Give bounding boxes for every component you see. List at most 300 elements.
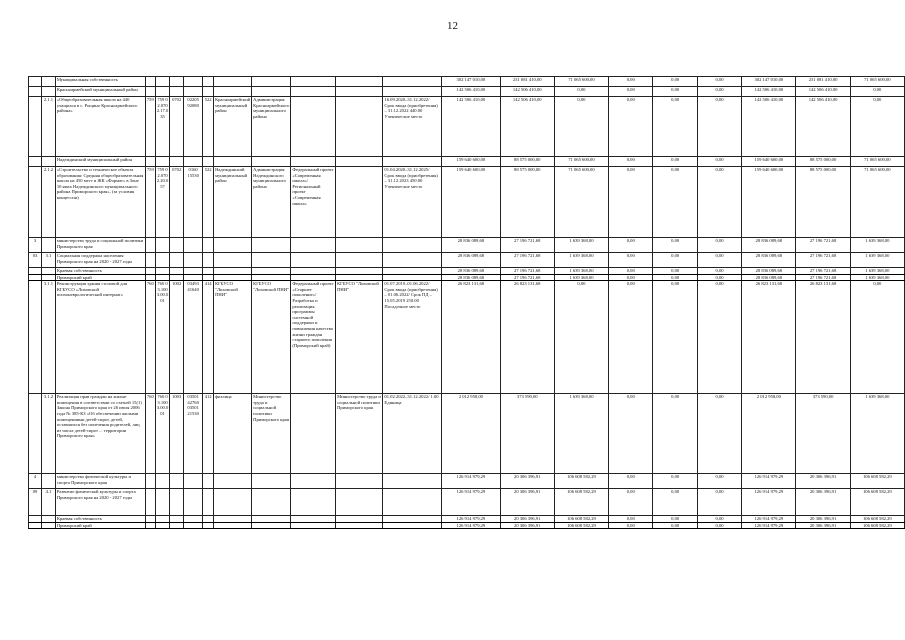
row-customer: Администрация Красноармейского муниципального района	[252, 97, 291, 157]
row-value-9: 71 065 600,00	[850, 157, 904, 167]
row-value-8: 27 196 721,68	[796, 253, 850, 268]
row-value-8: 27 196 721,68	[796, 268, 850, 275]
row-code	[29, 77, 42, 87]
row-organization: КГБУСО "Лиховской ПНИ"	[336, 281, 383, 394]
row-value-5: 0,00	[653, 238, 697, 253]
row-customer	[252, 87, 291, 97]
row-executor	[214, 522, 252, 529]
row-period	[383, 274, 442, 281]
row-value-9: 0,00	[850, 87, 904, 97]
row-vr	[203, 157, 214, 167]
row-period	[383, 253, 442, 268]
row-value-regional: 142 506 410,00	[500, 97, 554, 157]
row-csr	[184, 522, 203, 529]
row-value-6: 0,00	[697, 474, 741, 489]
row-customer	[252, 77, 291, 87]
row-value-6: 0,00	[697, 516, 741, 523]
table-row	[29, 157, 905, 167]
row-vr: 522	[203, 167, 214, 238]
row-period	[383, 474, 442, 489]
row-vr	[203, 522, 214, 529]
row-name: Реконструкция здания столовой для КГБУСО «Лиховской психоневрологический интернат»	[55, 281, 145, 394]
row-pr: 0702	[170, 167, 184, 238]
row-value-9: 1 639 368,00	[850, 394, 904, 474]
row-grbs: 760	[145, 281, 155, 394]
row-value-total: 28 836 089,68	[442, 274, 500, 281]
row-executor	[214, 489, 252, 516]
row-executor	[214, 238, 252, 253]
row-value-5: 0,00	[653, 97, 697, 157]
row-value-regional: 142 506 410,00	[500, 87, 554, 97]
row-value-5: 0,00	[653, 253, 697, 268]
row-program	[291, 474, 336, 489]
row-organization	[336, 238, 383, 253]
row-value-9: 106 608 582,29	[850, 474, 904, 489]
row-name: «Общеобразовательная школа на 440 учащихся в с. Рощино Красноармейского района»	[55, 97, 145, 157]
row-value-5: 0,00	[653, 274, 697, 281]
row-value-7: 28 836 089,68	[742, 268, 796, 275]
row-value-7: 126 914 979,29	[742, 474, 796, 489]
row-value-6: 0,00	[697, 394, 741, 474]
row-csr	[184, 253, 203, 268]
row-code	[29, 268, 42, 275]
row-name: Развитие физической культуры и спорта Приморского края на 2020 - 2027 годы	[55, 489, 145, 516]
row-value-regional: 20 306 396,91	[500, 474, 554, 489]
row-value-total: 28 836 089,68	[442, 238, 500, 253]
row-rz	[155, 87, 169, 97]
row-value-total: 142 506 410,00	[442, 87, 500, 97]
row-vr	[203, 238, 214, 253]
row-value-8: 20 306 396,91	[796, 522, 850, 529]
row-pr	[170, 474, 184, 489]
row-grbs	[145, 516, 155, 523]
row-grbs: 759	[145, 167, 155, 238]
row-value-regional: 26 823 131,68	[500, 281, 554, 394]
row-number	[42, 474, 56, 489]
row-value-5: 0,00	[653, 167, 697, 238]
row-customer	[252, 268, 291, 275]
row-name: Красноармейский муниципальный район	[55, 87, 145, 97]
row-number	[42, 522, 56, 529]
table-row	[29, 253, 905, 268]
row-pr	[170, 157, 184, 167]
row-rz: 760 0 3.100 3.00.0 01	[155, 281, 169, 394]
row-value-4: 0,00	[609, 238, 653, 253]
row-rz	[155, 253, 169, 268]
row-value-8: 27 196 721,68	[796, 274, 850, 281]
row-value-federal: 0,00	[554, 97, 608, 157]
row-value-total: 126 914 979,29	[442, 474, 500, 489]
row-value-total: 28 836 089,68	[442, 253, 500, 268]
row-customer: КГБУСО "Лиховской ПНИ"	[252, 281, 291, 394]
row-value-9: 0,00	[850, 97, 904, 157]
row-rz	[155, 489, 169, 516]
row-value-6: 0,00	[697, 281, 741, 394]
row-name: Социальная поддержка населения Приморского края на 2020 - 2027 годы	[55, 253, 145, 268]
row-value-7: 28 836 089,68	[742, 238, 796, 253]
row-pr	[170, 274, 184, 281]
row-period	[383, 268, 442, 275]
row-period	[383, 157, 442, 167]
row-customer: Администрация Надеждинского муниципального района	[252, 167, 291, 238]
table-row	[29, 167, 905, 238]
row-customer	[252, 489, 291, 516]
row-value-5: 0,00	[653, 87, 697, 97]
row-value-total: 28 836 089,68	[442, 268, 500, 275]
row-executor	[214, 77, 252, 87]
table-row	[29, 474, 905, 489]
row-pr: 0702	[170, 97, 184, 157]
row-pr	[170, 238, 184, 253]
row-value-regional: 27 196 721,68	[500, 274, 554, 281]
row-value-regional: 27 196 721,68	[500, 253, 554, 268]
row-value-federal: 1 639 368,00	[554, 394, 608, 474]
row-organization	[336, 516, 383, 523]
row-value-total: 26 823 131,68	[442, 281, 500, 394]
row-program: Федеральный проект «Современная школа»/Региональный проект «Современная школа»	[291, 167, 336, 238]
row-code: 4	[29, 474, 42, 489]
row-code	[29, 87, 42, 97]
row-code: 03	[29, 253, 42, 268]
row-csr	[184, 77, 203, 87]
row-value-total: 2 012 958,00	[442, 394, 500, 474]
table-row	[29, 489, 905, 516]
row-period	[383, 238, 442, 253]
row-organization	[336, 474, 383, 489]
row-number: 3.1	[42, 253, 56, 268]
row-value-6: 0,00	[697, 238, 741, 253]
row-csr: 03493 41640	[184, 281, 203, 394]
table-row	[29, 87, 905, 97]
row-organization: Министерство труда и социальной политики Приморского края	[336, 394, 383, 474]
row-customer	[252, 474, 291, 489]
row-grbs	[145, 77, 155, 87]
row-rz	[155, 522, 169, 529]
row-organization	[336, 253, 383, 268]
row-value-5: 0,00	[653, 281, 697, 394]
row-executor: физлица	[214, 394, 252, 474]
row-value-total: 126 914 979,29	[442, 516, 500, 523]
row-name: министерство физической культуры и спорта Приморского края	[55, 474, 145, 489]
row-csr	[184, 238, 203, 253]
row-grbs	[145, 238, 155, 253]
row-value-8: 27 196 721,68	[796, 238, 850, 253]
row-name: Краевая собственность	[55, 268, 145, 275]
row-period	[383, 522, 442, 529]
row-pr	[170, 253, 184, 268]
row-value-total: 142 506 410,00	[442, 97, 500, 157]
row-value-total: 159 640 600,00	[442, 167, 500, 238]
row-number	[42, 268, 56, 275]
row-period: 01.04.2020–31.12.2025/ Срок ввода (приобретения) – 31.12.2023 450.00 Ученическое место	[383, 167, 442, 238]
row-program	[291, 238, 336, 253]
row-period	[383, 489, 442, 516]
row-name: Муниципальная собственность	[55, 77, 145, 87]
row-number: 3.1.2	[42, 394, 56, 474]
row-number	[42, 238, 56, 253]
row-vr: 414	[203, 281, 214, 394]
row-code	[29, 522, 42, 529]
row-value-federal: 106 608 582,29	[554, 489, 608, 516]
row-program	[291, 87, 336, 97]
row-csr: 03501 42760 03501 21530	[184, 394, 203, 474]
row-vr	[203, 489, 214, 516]
row-value-7: 28 836 089,68	[742, 274, 796, 281]
row-value-4: 0,00	[609, 253, 653, 268]
row-value-5: 0,00	[653, 268, 697, 275]
row-organization	[336, 522, 383, 529]
row-grbs	[145, 274, 155, 281]
row-name: Приморский край	[55, 522, 145, 529]
budget-table	[28, 76, 905, 529]
row-value-7: 2 012 958,00	[742, 394, 796, 474]
row-number	[42, 274, 56, 281]
table-row	[29, 268, 905, 275]
row-grbs	[145, 87, 155, 97]
row-value-9: 1 639 368,00	[850, 253, 904, 268]
row-vr: 522	[203, 97, 214, 157]
row-csr	[184, 516, 203, 523]
row-value-8: 373 590,00	[796, 394, 850, 474]
row-value-regional: 88 575 000,00	[500, 157, 554, 167]
row-vr	[203, 77, 214, 87]
row-value-regional: 20 306 396,91	[500, 522, 554, 529]
row-value-federal: 71 065 600,00	[554, 167, 608, 238]
row-value-federal: 106 608 582,29	[554, 516, 608, 523]
table-body	[29, 77, 905, 529]
row-value-5: 0,00	[653, 522, 697, 529]
row-grbs: 760	[145, 394, 155, 474]
row-value-regional: 88 575 000,00	[500, 167, 554, 238]
row-name: министерство труда и социальной политики Приморского края	[55, 238, 145, 253]
row-organization	[336, 87, 383, 97]
row-value-6: 0,00	[697, 77, 741, 87]
row-organization	[336, 77, 383, 87]
row-value-9: 0,00	[850, 281, 904, 394]
row-name: Приморский край	[55, 274, 145, 281]
row-number: 2.1.2	[42, 167, 56, 238]
row-vr	[203, 516, 214, 523]
row-number: 4.1	[42, 489, 56, 516]
row-number	[42, 77, 56, 87]
row-grbs	[145, 474, 155, 489]
row-value-regional: 27 196 721,68	[500, 268, 554, 275]
row-value-total: 159 640 600,00	[442, 157, 500, 167]
row-organization	[336, 167, 383, 238]
row-value-regional: 20 306 396,91	[500, 516, 554, 523]
row-rz	[155, 268, 169, 275]
row-organization	[336, 268, 383, 275]
row-name: «Строительство и техническое объекта образования: Средняя общеобразовательная школа на 450 мест в ЖК «Формат» в Зоне 10 ямах Надеждинского муниципального района Приморского края», (за условия концессии)	[55, 167, 145, 238]
row-value-8: 20 306 396,91	[796, 489, 850, 516]
table-row	[29, 238, 905, 253]
row-rz: 759 0 2.070 2.20.0 57	[155, 167, 169, 238]
row-value-5: 0,00	[653, 474, 697, 489]
row-value-7: 302 147 010,00	[742, 77, 796, 87]
row-customer	[252, 238, 291, 253]
row-name: Реализация прав граждан на жилые помещения в соответствии со статьей 15(1) Закона Приморского края от 26 июля 2006 года № 385-КЗ «Об обеспечении жилыми помещениями детей-сирот, детей, оставшихся без попечения родителей, лиц из числа детей-сирот ... территории Приморского края»	[55, 394, 145, 474]
row-value-5: 0,00	[653, 489, 697, 516]
row-customer	[252, 522, 291, 529]
row-value-8: 142 506 410,00	[796, 87, 850, 97]
row-pr: 1003	[170, 394, 184, 474]
row-period: 01.07.2019–01.06.2022/ Срок ввода (приобретения) – 01.06.2022/ Срок ПД – 15.05.2019 250.00 Посадочное место	[383, 281, 442, 394]
row-value-4: 0,00	[609, 87, 653, 97]
row-value-8: 88 575 000,00	[796, 157, 850, 167]
row-value-4: 0,00	[609, 522, 653, 529]
row-executor	[214, 516, 252, 523]
row-executor	[214, 474, 252, 489]
row-program	[291, 516, 336, 523]
row-executor: Надеждинский муниципальный район	[214, 167, 252, 238]
row-customer	[252, 157, 291, 167]
row-rz	[155, 77, 169, 87]
row-code	[29, 157, 42, 167]
row-value-9: 106 608 582,29	[850, 522, 904, 529]
row-value-7: 159 640 600,00	[742, 157, 796, 167]
row-value-9: 71 065 600,00	[850, 167, 904, 238]
row-executor: Красноармейский муниципальный район	[214, 97, 252, 157]
row-value-4: 0,00	[609, 394, 653, 474]
row-program	[291, 157, 336, 167]
row-executor	[214, 274, 252, 281]
row-value-7: 142 506 410,00	[742, 97, 796, 157]
row-value-4: 0,00	[609, 167, 653, 238]
row-grbs: 759	[145, 97, 155, 157]
row-executor	[214, 253, 252, 268]
row-value-federal: 106 608 582,29	[554, 474, 608, 489]
row-executor	[214, 87, 252, 97]
row-program	[291, 394, 336, 474]
row-pr	[170, 87, 184, 97]
row-value-6: 0,00	[697, 167, 741, 238]
table-row	[29, 516, 905, 523]
row-pr	[170, 77, 184, 87]
row-value-total: 126 914 979,29	[442, 489, 500, 516]
row-period	[383, 77, 442, 87]
row-value-federal: 0,00	[554, 281, 608, 394]
row-vr	[203, 474, 214, 489]
row-value-5: 0,00	[653, 157, 697, 167]
row-value-regional: 373 590,00	[500, 394, 554, 474]
row-value-7: 126 914 979,29	[742, 522, 796, 529]
row-program: Федеральный проект «Старшее поколение»/Разработка и реализация программы системной поддержки и повышения качества жизни граждан старшего поколения (Приморский край)	[291, 281, 336, 394]
row-value-7: 159 640 600,00	[742, 167, 796, 238]
row-pr	[170, 489, 184, 516]
row-period	[383, 516, 442, 523]
row-code	[29, 516, 42, 523]
row-csr	[184, 157, 203, 167]
row-value-total: 302 147 010,00	[442, 77, 500, 87]
row-value-6: 0,00	[697, 87, 741, 97]
row-vr: 412	[203, 394, 214, 474]
row-organization	[336, 274, 383, 281]
table-row	[29, 274, 905, 281]
row-value-8: 26 823 131,68	[796, 281, 850, 394]
row-period: 16.09.2020–31.12.2022/ Срок ввода (приобретения) – 31.12.2022 440.00 Ученическое место	[383, 97, 442, 157]
table-row	[29, 77, 905, 87]
row-value-8: 142 506 410,00	[796, 97, 850, 157]
row-value-6: 0,00	[697, 489, 741, 516]
row-value-5: 0,00	[653, 516, 697, 523]
row-value-4: 0,00	[609, 157, 653, 167]
row-executor	[214, 157, 252, 167]
row-program	[291, 97, 336, 157]
row-csr	[184, 268, 203, 275]
row-value-4: 0,00	[609, 268, 653, 275]
row-code	[29, 281, 42, 394]
row-code	[29, 97, 42, 157]
row-program	[291, 522, 336, 529]
row-value-4: 0,00	[609, 516, 653, 523]
row-value-8: 20 306 396,91	[796, 474, 850, 489]
row-name: Краевая собственность	[55, 516, 145, 523]
row-grbs	[145, 268, 155, 275]
row-value-7: 142 506 410,00	[742, 87, 796, 97]
row-value-total: 126 914 979,29	[442, 522, 500, 529]
row-value-9: 106 608 582,29	[850, 516, 904, 523]
row-value-8: 88 575 000,00	[796, 167, 850, 238]
row-pr: 1002	[170, 281, 184, 394]
row-value-federal: 71 065 600,00	[554, 77, 608, 87]
row-value-7: 26 823 131,68	[742, 281, 796, 394]
row-vr	[203, 268, 214, 275]
row-grbs	[145, 253, 155, 268]
row-value-federal: 1 639 368,00	[554, 253, 608, 268]
row-csr	[184, 274, 203, 281]
row-value-federal: 1 639 368,00	[554, 238, 608, 253]
row-grbs	[145, 522, 155, 529]
row-pr	[170, 268, 184, 275]
row-value-regional: 27 196 721,68	[500, 238, 554, 253]
row-value-9: 71 065 600,00	[850, 77, 904, 87]
row-grbs	[145, 489, 155, 516]
row-value-6: 0,00	[697, 522, 741, 529]
row-value-8: 231 081 410,00	[796, 77, 850, 87]
row-organization	[336, 489, 383, 516]
row-organization	[336, 157, 383, 167]
row-value-4: 0,00	[609, 274, 653, 281]
table-row	[29, 522, 905, 529]
row-value-6: 0,00	[697, 268, 741, 275]
row-number	[42, 87, 56, 97]
row-code	[29, 394, 42, 474]
row-organization	[336, 97, 383, 157]
table-row	[29, 281, 905, 394]
row-pr	[170, 522, 184, 529]
row-customer: Министерство труда и социальной политики Приморского края	[252, 394, 291, 474]
row-grbs	[145, 157, 155, 167]
row-customer	[252, 516, 291, 523]
row-value-regional: 231 081 410,00	[500, 77, 554, 87]
row-value-5: 0,00	[653, 77, 697, 87]
row-value-federal: 1 639 368,00	[554, 274, 608, 281]
row-rz: 760 0 3.100 3.00.0 01	[155, 394, 169, 474]
row-value-federal: 71 065 600,00	[554, 157, 608, 167]
row-value-federal: 1 639 368,00	[554, 268, 608, 275]
row-number: 2.1.1	[42, 97, 56, 157]
row-program	[291, 268, 336, 275]
row-customer	[252, 253, 291, 268]
row-pr	[170, 516, 184, 523]
row-csr	[184, 87, 203, 97]
row-program	[291, 489, 336, 516]
row-value-federal: 0,00	[554, 87, 608, 97]
row-value-federal: 106 608 582,29	[554, 522, 608, 529]
row-rz	[155, 157, 169, 167]
row-rz	[155, 474, 169, 489]
row-number: 3.1.1	[42, 281, 56, 394]
